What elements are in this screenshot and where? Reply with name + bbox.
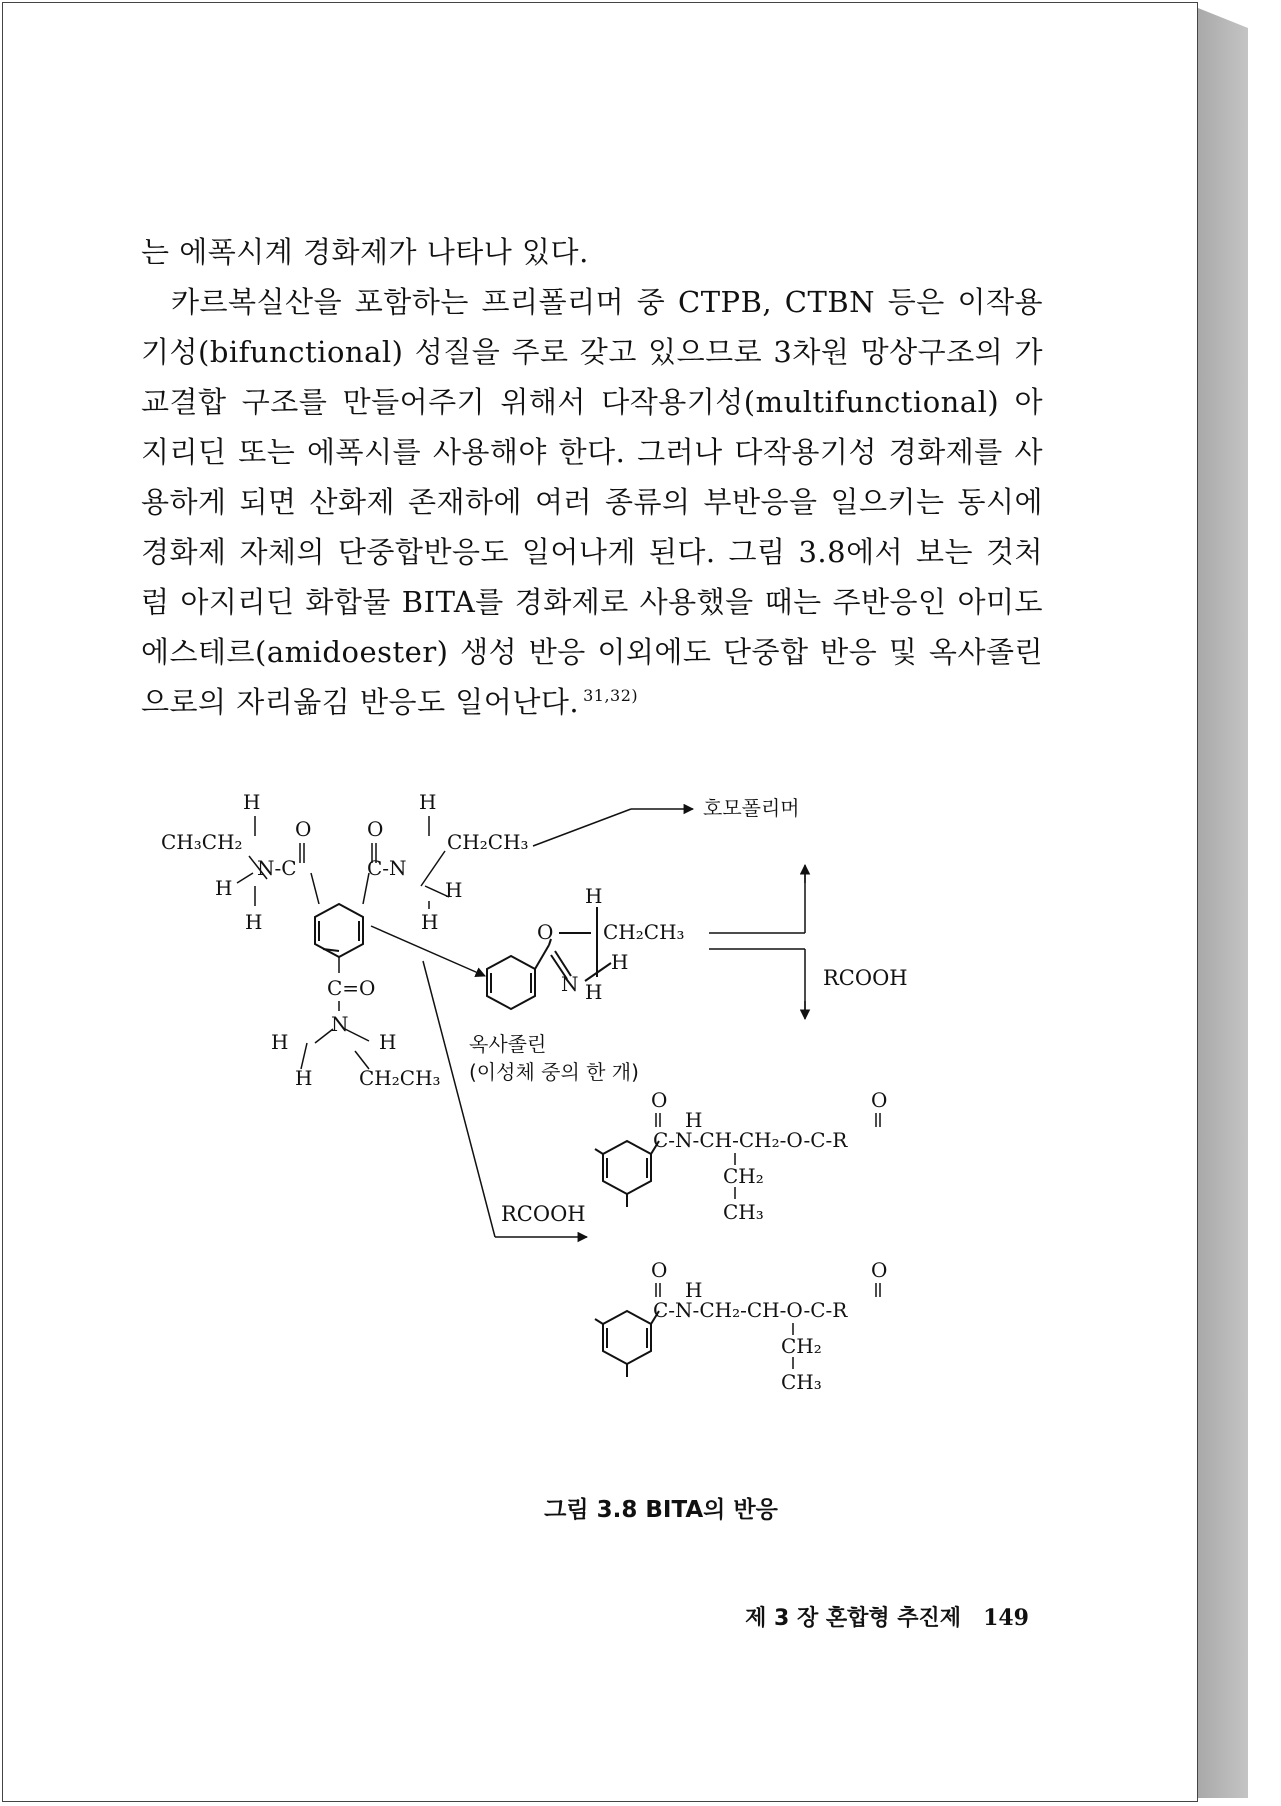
c-double-o-label: C=O [327,976,376,1000]
product-a-ch2: CH₂ [723,1164,764,1188]
book-page [2,2,1198,1802]
product-a-ring [595,1141,659,1207]
atom-n-bottom: N [331,1012,349,1036]
n-c-left-label: N-C [257,856,297,880]
atom-h-left-bottom: H [245,910,263,934]
rcooh-right-label: RCOOH [823,966,908,990]
oxazoline-label: 옥사졸린 [469,1032,547,1056]
atom-h-left-mid: H [215,876,233,900]
product-b-ring [595,1311,659,1377]
product-a-chain: C-N-CH-CH₂-O-C-R [653,1128,848,1152]
rcooh-lower-label: RCOOH [501,1202,586,1226]
atom-o-left: O [295,817,312,841]
figure-bita-reaction [153,781,1053,1481]
ethyl-right-label: CH₂CH₃ [447,830,529,854]
page-number: 149 [983,1605,1029,1631]
c-n-right-label: C-N [367,856,407,880]
ethyl-oxazoline-label: CH₂CH₃ [603,920,685,944]
product-b-o2: O [871,1258,888,1282]
product-b-o1: O [651,1258,668,1282]
paragraph-2 [141,277,1043,727]
homopolymer-label: 호모폴리머 [703,796,800,820]
atom-h-right-top: H [419,790,437,814]
product-a-h: H [685,1108,703,1132]
page-footer [643,1601,1029,1632]
arrow-amidoester-diag [423,961,495,1237]
atom-o-oxazoline: O [537,920,554,944]
atom-h-bottom-right: H [379,1030,397,1054]
atom-h-oxazoline-top: H [585,884,603,908]
atom-h-oxazoline-bottom: H [585,980,603,1004]
body-text [141,227,1043,727]
atom-o-right: O [367,817,384,841]
reference-superscript: 31,32) [583,686,639,706]
atom-h-oxazoline-right: H [611,950,629,974]
figure-caption: 그림 3.8 BITA의 반응 [544,1497,778,1523]
atom-h-bottom-lower: H [295,1066,313,1090]
atom-n-oxazoline: N [561,972,579,996]
isomer-note: (이성체 중의 한 개) [469,1060,639,1084]
atom-h-left-top: H [243,790,261,814]
atom-h-right-mid: H [445,878,463,902]
chapter-title: 제 3 장 혼합형 추진제 [745,1606,962,1631]
ethyl-bottom-label: CH₂CH₃ [359,1066,441,1090]
product-a-ch3: CH₃ [723,1200,764,1224]
product-b-ch3: CH₃ [781,1370,822,1394]
atom-h-right-bottom: H [421,910,439,934]
product-a-o1: O [651,1088,668,1112]
product-b-h: H [685,1278,703,1302]
paragraph-2-text: 카르복실산을 포함하는 프리폴리머 중 CTPB, CTBN 등은 이작용기성(bifunctional) 성질을 주로 갖고 있으므로 3차원 망상구조의 가교결합 구조를 만들어주기 위해서 다작용기성(multifunctional) 아지리딘 또는 에폭시를 사용해야 한다. 그러나 다작용기성 경화제를 사용하게 되면 산화제 존재하에 여러 종류의 부반응을 일으키는 동시에 경화제 자체의 단중합반응도 일어나게 된다. 그림 3.8에서 보는 것처럼 아지리딘 화합물 BITA를 경화제로 사용했을 때는 주반응인 아미도에스테르(amidoester) 생성 반응 이외에도 단중합 반응 및 옥사졸린으로의 자리옮김 반응도 일어난다. [141,285,1043,719]
paragraph-1: 는 에폭시계 경화제가 나타나 있다. [141,235,589,269]
reaction-scheme-diagram [153,781,1053,1481]
product-b-ch2: CH₂ [781,1334,822,1358]
book-page-edge [1198,8,1248,1798]
rcooh-bracket [709,871,805,1011]
arrow-homopolymer-diag [533,809,631,846]
product-a-o2: O [871,1088,888,1112]
product-b-chain: C-N-CH₂-CH-O-C-R [653,1298,848,1322]
atom-h-bottom-left: H [271,1030,289,1054]
bita-benzene-ring [315,904,363,957]
ethyl-left-label: CH₃CH₂ [161,830,243,854]
